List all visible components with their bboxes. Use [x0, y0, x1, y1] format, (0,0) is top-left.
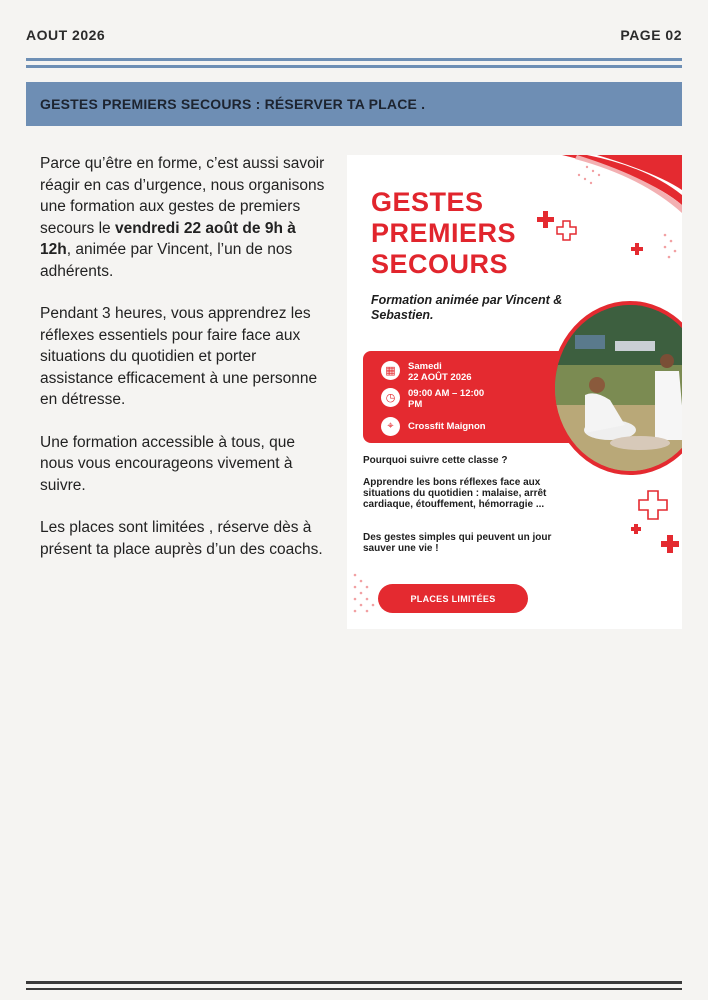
issue-date: AOUT 2026: [26, 27, 106, 43]
section-title: GESTES PREMIERS SECOURS : RÉSERVER TA PLACE .: [40, 96, 426, 112]
page-number: PAGE 02: [620, 27, 682, 43]
event-time: ◷ 09:00 AM – 12:00 PM: [381, 388, 484, 410]
paragraph-4: Les places sont limitées , réserve dès à présent ta place auprès d’un des coachs.: [40, 519, 323, 558]
footer-rule-top: [26, 981, 682, 984]
article-body: [40, 153, 325, 581]
flyer-reason-2: Des gestes simples qui peuvent un jour sauver une vie !: [363, 532, 552, 554]
location-pin-icon: ⌖: [381, 417, 400, 436]
event-location: ⌖ Crossfit Maignon: [381, 417, 486, 436]
flyer-question: Pourquoi suivre cette classe ?: [363, 455, 508, 466]
calendar-icon: ▦: [381, 361, 400, 380]
section-banner: [26, 82, 682, 126]
footer-rule-bottom: [26, 988, 682, 990]
event-date-highlight: vendredi 22 août de 9h à 12h: [40, 219, 296, 258]
flyer-reason-1: Apprendre les bons réflexes face aux situations du quotidien : malaise, arrêt cardiaque, étouffement, hémorragie ...: [363, 477, 547, 510]
flyer-title: GESTES PREMIERS SECOURS: [371, 187, 517, 279]
header-rule-top: [26, 58, 682, 61]
flyer-subtitle: Formation animée par Vincent & Sebastien.: [371, 293, 563, 322]
event-date: ▦ Samedi 22 AOÛT 2026: [381, 361, 472, 383]
paragraph-2: Pendant 3 heures, vous apprendrez les réflexes essentiels pour faire face aux situations du quotidien et porter assistance efficacement à une personne en détresse.: [40, 305, 318, 408]
paragraph-3: Une formation accessible à tous, que nous vous encourageons vivement à suivre.: [40, 433, 296, 494]
limited-places-button: PLACES LIMITÉES: [378, 584, 528, 613]
event-flyer: [347, 155, 682, 629]
paragraph-1: Parce qu’être en forme, c’est aussi savoir réagir en cas d’urgence, nous organisons une formation aux gestes de premiers secours le vendredi 22 août de 9h à 12h, animée par Vincent, l’un de nos adhérents.: [40, 155, 325, 280]
clock-icon: ◷: [381, 388, 400, 407]
header-rule-bottom: [26, 65, 682, 68]
